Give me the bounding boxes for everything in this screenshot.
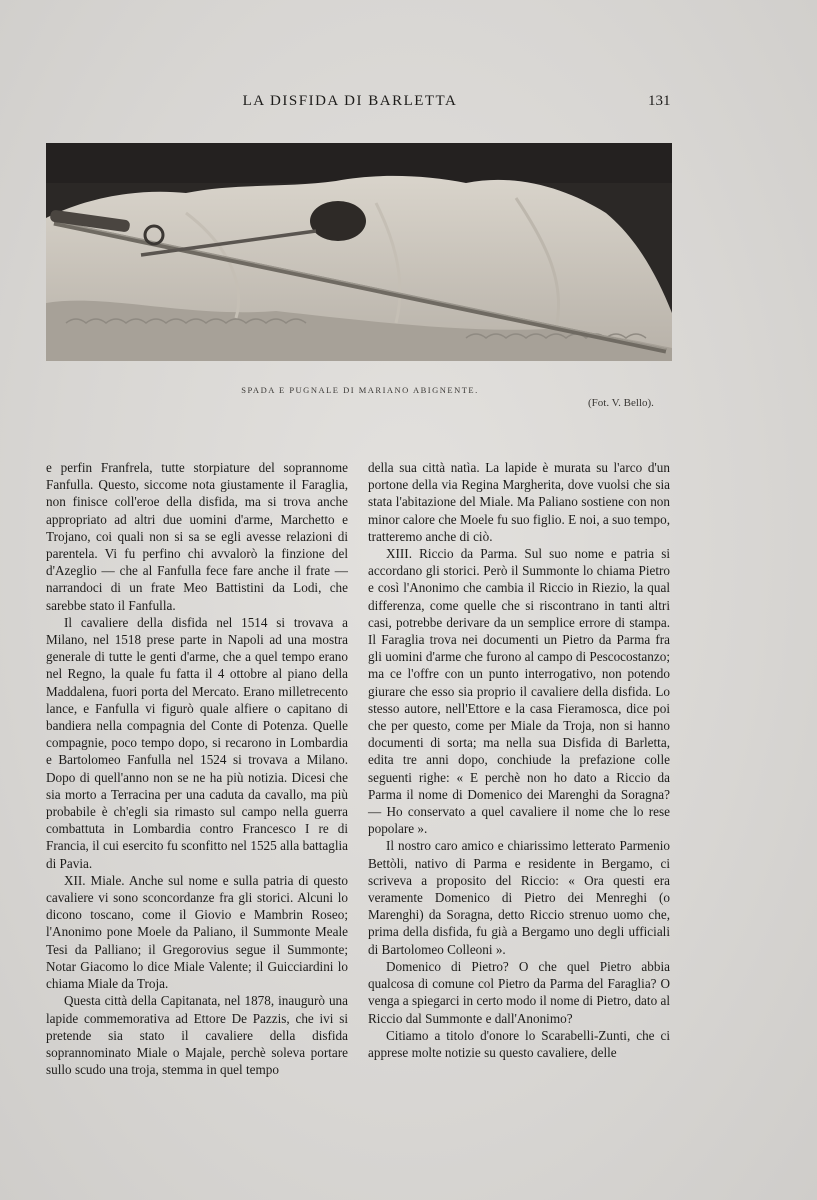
- figure-caption: SPADA E PUGNALE DI MARIANO ABIGNENTE.: [241, 385, 479, 395]
- paragraph: XIII. Riccio da Parma. Sul suo nome e patria si accordano gli storici. Però il Summonte lo chiama Pietro e così l'Anonimo che cambia il Riccio in Riezio, la qual differenza, come quelle che si riscontrano in tanti altri casi, potrebbe derivare da un semplice errore di stampa. Il Faraglia trova nei documenti un Pietro da Parma fra gli uomini d'arme che furono al campo di Pescocostanzo; ma ce l'offre con un punto interrogativo, non potendo giurare che esso sia proprio il cavaliere della disfida. Lo stesso autore, nell'Ettore e la casa Fieramosca, dice poi che per questo, come per Miale da Troja, non si hanno documenti di sorta; ma nella sua Disfida di Barletta, edita tre anni dopo, conchiude la prefazione colle seguenti righe: « E perchè non ho dato a Riccio da Parma il nome di Domenico dei Marenghi da Soragna? — Ho conservato a quel cavaliere il nome che lo rese popolare ».: [368, 546, 670, 837]
- paragraph: Citiamo a titolo d'onore lo Scarabelli-Zunti, che ci apprese molte notizie su questo cavaliere, delle: [368, 1027, 670, 1060]
- paragraph: Domenico di Pietro? O che quel Pietro abbia qualcosa di comune col Pietro da Parma del Faraglia? O venga a spiegarci in certo modo il nome di Pietro, dato al Riccio dal Summonte e dall'Anonimo?: [368, 958, 670, 1026]
- running-header: LA DISFIDA DI BARLETTA: [242, 93, 458, 109]
- photo-illustration: [46, 143, 672, 361]
- paragraph: Il cavaliere della disfida nel 1514 si trovava a Milano, nel 1518 prese parte in Napoli ad una mostra generale di tutte le genti d'arme, che a quel tempo erano nel Regno, la quale fu fatta il 4 ottobre al piano della Maddalena, fuori porta del Mercato. Erano milletrecento lance, e Fanfulla vi figurò quale alfiere o capitano di bandiera nella compagnia del Conte di Potenza. Quelle compagnie, poco tempo dopo, si recarono in Lombardia e Bartolomeo Fanfulla nel 1524 si trovava a Milano. Dopo di quell'anno non se ne ha più notizia. Dicesi che sia morto a Terracina per una caduta da cavallo, ma più probabile è ch'egli sia rimasto sul campo nella guerra combattuta in Lombardia contro Francesco I re di Francia, il cui esercito fu sconfitto nel 1525 alla battaglia di Pavia.: [46, 614, 348, 871]
- paragraph: Il nostro caro amico e chiarissimo letterato Parmenio Bettòli, nativo di Parma e residente in Bergamo, ci scriveva a proposito del Riccio: « Ora questi era veramente Domenico di Pietro dei Menreghi (o Marenghi) da Soragna, detto Riccio strenuo uomo che, prima della disfida, fu già a Bergamo uno degli ufficiali di Bartolomeo Colleoni ».: [368, 838, 670, 957]
- photograph-sword-and-dagger: [46, 143, 672, 361]
- photo-credit: (Fot. V. Bello).: [588, 397, 654, 409]
- right-text-column: [368, 459, 670, 1061]
- left-text-column: [46, 459, 348, 1078]
- paragraph: Questa città della Capitanata, nel 1878, inaugurò una lapide commemorativa ad Ettore De Pazzis, che ivi si pretende sia stato il cavaliere della disfida soprannominato Miale o Majale, perchè soleva portare sullo scudo una troja, stemma in quel tempo: [46, 993, 348, 1078]
- page-number: 131: [648, 93, 671, 109]
- paragraph: e perfin Franfrela, tutte storpiature del soprannome Fanfulla. Questo, siccome nota giustamente il Faraglia, non finisce coll'eroe della disfida, ma si trova anche appropriato ad altri due uomini d'arme, Marchetto e Trojano, coi quali non si sa se egli avesse relazioni di parentela. Vi fu perfino chi avvalorò la finzione del d'Azeglio — che al Fanfulla fece fare anche il frate — narrandoci di un frate Meo Battistini da Lodi, che sarebbe stato il Fanfulla.: [46, 460, 348, 613]
- paragraph: della sua città natìa. La lapide è murata su l'arco d'un portone della via Regina Margherita, dove vuolsi che sia stata l'abitazione del Miale. Ma Paliano sostiene con non minor calore che Moele fu suo figlio. E noi, a suo tempo, tratteremo anche di ciò.: [368, 460, 670, 544]
- paragraph: XII. Miale. Anche sul nome e sulla patria di questo cavaliere vi sono sconcordanze fra gli storici. Alcuni lo dicono toscano, come il Giovio e Mambrin Roseo; l'Anonimo pone Moele da Paliano, il Summonte Meale Tesi da Palliano; il Gregorovius segue il Summonte; Notar Giacomo lo dice Miale Valente; il Guicciardini lo chiama Miale da Troja.: [46, 872, 348, 992]
